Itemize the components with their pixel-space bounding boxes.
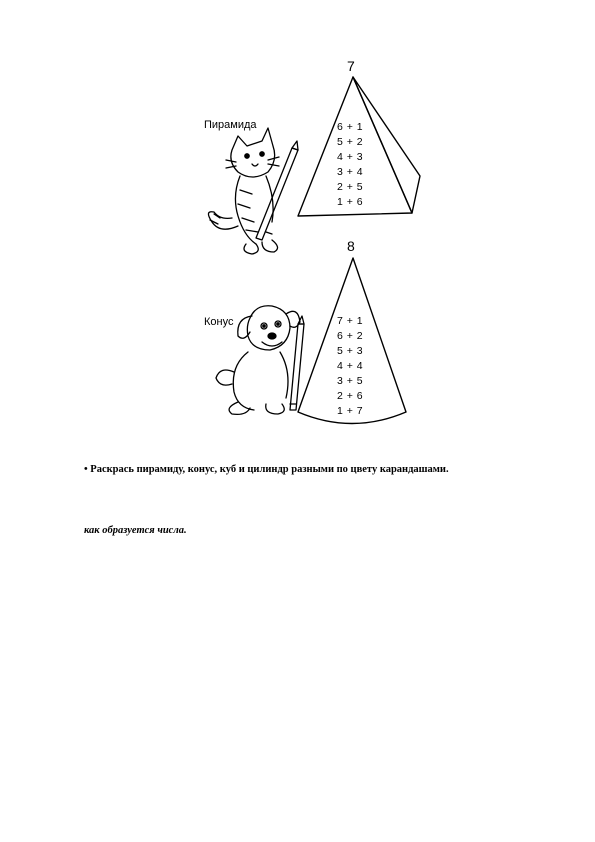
cone-equations [337,315,363,420]
equation: 1 + 7 [337,405,364,417]
pyramid-label: Пирамида [204,119,257,131]
equation: 2 + 6 [337,390,364,402]
equation: 7 + 1 [337,315,364,327]
coloring-instruction: • Раскрась пирамиду, конус, куб и цилиндр разными по цвету карандашами. [84,464,449,475]
equation: 1 + 6 [337,196,364,208]
cone-label: Конус [204,316,234,328]
equation: 5 + 2 [337,136,364,148]
numbers-note: как образуется числа. [84,525,187,536]
cone-number: 8 [347,238,355,254]
equation: 2 + 5 [337,181,364,193]
equation: 6 + 1 [337,121,364,133]
equation: 3 + 4 [337,166,364,178]
equation: 5 + 3 [337,345,364,357]
equation: 3 + 5 [337,375,364,387]
pyramid-number: 7 [347,58,355,74]
pyramid-equations [337,121,363,211]
equation: 4 + 4 [337,360,364,372]
equation: 6 + 2 [337,330,364,342]
equation: 4 + 3 [337,151,364,163]
